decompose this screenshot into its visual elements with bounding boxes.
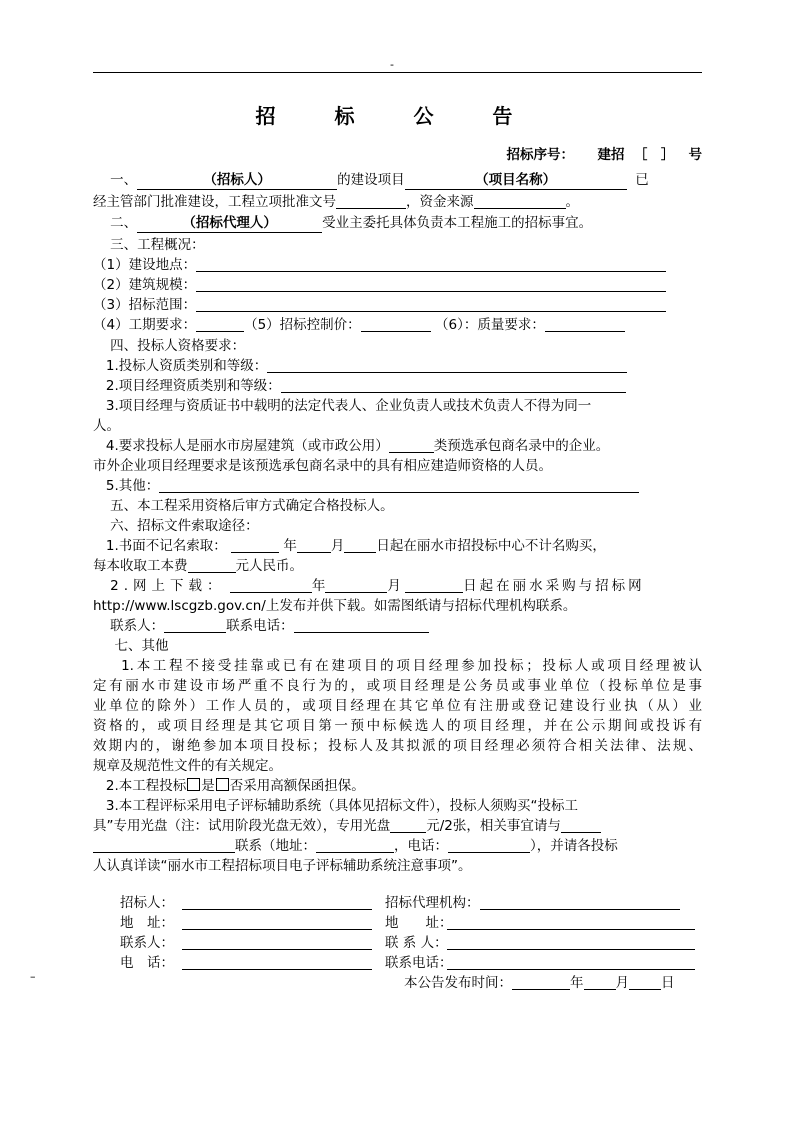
qual-1-row <box>93 356 702 376</box>
fund-source-field[interactable] <box>474 193 566 209</box>
sig-contact-field-right[interactable] <box>447 934 695 950</box>
s6-heading-text: 六、招标文件索取途径： <box>110 518 259 534</box>
other-1-text: 规章及规范性文件的有关规定。 <box>93 758 282 774</box>
other-2-row <box>93 776 702 796</box>
page-title: 招 标 公 告 <box>255 104 539 128</box>
other-3-cont-3 <box>93 856 702 876</box>
phone-field[interactable] <box>294 617 429 633</box>
qual-3-cont-text: 人。 <box>93 418 120 434</box>
way-1-month: 月 <box>330 538 345 554</box>
s1-mid: 的建设项目 <box>337 172 405 188</box>
publish-month-field[interactable] <box>584 974 616 990</box>
other-1-text: 业单位的除外）工作人员的，或项目经理在其它单位有注册或登记建设行业执（从）业 <box>93 698 702 714</box>
contact-label: 联系人： <box>110 618 165 634</box>
way-2-year-field[interactable] <box>230 577 312 593</box>
other-3-tail: ），并请各投标 <box>530 838 618 854</box>
s1-end: 已 <box>635 172 649 188</box>
sig-phone-field-right[interactable] <box>447 954 695 970</box>
scale-row <box>93 275 702 295</box>
qual-5-row <box>93 476 702 496</box>
qual-3-cont <box>93 416 702 436</box>
disc-vendor-field[interactable] <box>93 837 235 853</box>
way-1-year-field[interactable] <box>231 537 279 553</box>
qual-5-label: 5.其他： <box>105 478 160 494</box>
publish-month: 月 <box>615 975 629 991</box>
publish-date-row <box>404 973 675 993</box>
way-1-day-field[interactable] <box>344 537 376 553</box>
sig-addr-row-right <box>385 913 695 933</box>
sig-phone-field-left[interactable] <box>182 954 372 970</box>
way-2-url-text: http://www.lscgzb.gov.cn/上发布并供下载。如需图纸请与招标代理机构联系。 <box>93 598 577 614</box>
guarantee-yes-label: 是 <box>201 778 215 794</box>
s4-heading-text: 四、投标人资格要求： <box>110 338 246 354</box>
qual-4-row <box>93 436 702 456</box>
site-label: （1）建设地点： <box>93 257 197 273</box>
other-1-line-1 <box>93 656 702 676</box>
publish-date-label: 本公告发布时间： <box>404 975 512 991</box>
other-3-cont-1 <box>93 816 702 836</box>
left-margin-mark: – <box>30 970 36 983</box>
serial-kind: 建招 <box>597 147 625 163</box>
qual-4-cont <box>93 456 702 476</box>
tenderer-field[interactable]: （招标人） <box>137 171 337 190</box>
way-2-month-field[interactable] <box>325 577 387 593</box>
way-2-day-field[interactable] <box>405 577 463 593</box>
sig-addr-label-right: 地 址： <box>385 915 453 931</box>
other-2-text-a: 2.本工程投标 <box>105 778 187 794</box>
s2-rest: 受业主委托具体负责本工程施工的招标事宜。 <box>322 215 593 231</box>
way-1-cont <box>93 556 702 576</box>
publish-day: 日 <box>661 975 675 991</box>
price-label: （5）招标控制价： <box>244 317 361 333</box>
qual-2-label: 2.项目经理资质类别和等级： <box>105 378 281 394</box>
qual-4-text-b: 类预选承包商名录中的企业。 <box>433 438 610 454</box>
sig-addr-label-left: 地 址： <box>120 915 174 931</box>
price-field[interactable] <box>361 316 431 332</box>
qual-1-field[interactable] <box>267 357 627 373</box>
header-mark: - <box>390 58 394 71</box>
way-2-row <box>93 576 702 596</box>
section-1-line-1 <box>93 170 702 190</box>
qual-4-text-a: 4.要求投标人是丽水市房屋建筑（或市政公用） <box>105 438 389 454</box>
other-3-disc-unit: 元/2张，相关事宜请与 <box>426 818 561 834</box>
sig-addr-field-right[interactable] <box>447 914 695 930</box>
sig-contact-label-right: 联 系 人： <box>385 935 448 951</box>
other-1-text: 效期内的，谢绝参加本项目投标；投标人及其拟派的项目经理必须符合相关法律、法规、 <box>93 738 702 754</box>
other-1-text: 定有丽水市建设市场严重不良行为的，或项目经理是公务员或事业单位（投标单位是事 <box>93 678 702 694</box>
other-1-line-4 <box>93 716 702 736</box>
way-2-year: 年 <box>311 578 326 594</box>
qual-3-row <box>93 396 702 416</box>
way-2-text: 日起在丽水采购与招标网 <box>463 578 645 594</box>
publish-year: 年 <box>570 975 584 991</box>
period-label: （4）工期要求： <box>93 317 197 333</box>
scope-row <box>93 295 702 315</box>
sig-contact-row-right <box>385 933 695 953</box>
site-row <box>93 255 702 275</box>
other-2-text-b: 否采用高额保函担保。 <box>229 778 365 794</box>
approval-number-field[interactable] <box>336 193 406 209</box>
s1-lead: 一、 <box>110 172 138 188</box>
sig-agency-row <box>385 893 680 913</box>
section-3-heading <box>93 235 702 255</box>
qual-4-category-field[interactable] <box>389 437 434 453</box>
other-1-line-2 <box>93 676 702 696</box>
other-3-addr-label: 联系（地址： <box>235 838 316 854</box>
way-1-label: 1.书面不记名索取： <box>105 538 227 554</box>
qual-5-field[interactable] <box>159 477 639 493</box>
sig-addr-row-left <box>120 913 372 933</box>
other-1-line-3 <box>93 696 702 716</box>
sig-tenderer-label: 招标人： <box>120 895 174 911</box>
other-3-notice: 人认真详读“丽水市工程招标项目电子评标辅助系统注意事项”。 <box>93 858 472 874</box>
disc-addr-field[interactable] <box>316 837 394 853</box>
disc-contact-field[interactable] <box>561 817 601 833</box>
s5-text: 五、本工程采用资格后审方式确定合格投标人。 <box>110 498 394 514</box>
s7-heading-text: 七、其他 <box>114 638 169 654</box>
way-1-row <box>93 536 702 556</box>
s1-fund-label: ，资金来源 <box>406 194 474 210</box>
sig-phone-label-right: 联系电话： <box>385 955 453 971</box>
publish-day-field[interactable] <box>629 974 661 990</box>
section-6-heading <box>93 516 702 536</box>
way-1-month-field[interactable] <box>297 537 331 553</box>
phone-label: 联系电话： <box>226 618 294 634</box>
section-5-line <box>93 496 702 516</box>
other-3-phone-label: ，电话： <box>394 838 448 854</box>
publish-year-field[interactable] <box>512 974 570 990</box>
section-2-line <box>93 213 702 233</box>
scale-label: （2）建筑规模： <box>93 277 197 293</box>
scope-label: （3）招标范围： <box>93 297 197 313</box>
way-1-year: 年 <box>283 538 297 554</box>
quality-label: （6）：质量要求： <box>434 317 545 333</box>
serial-bracket: ［ ］ <box>633 147 675 163</box>
site-field[interactable] <box>196 256 666 272</box>
other-3-cont-2 <box>93 836 702 856</box>
sig-tenderer-row <box>120 893 372 913</box>
qual-3-text: 3.项目经理与资质证书中载明的法定代表人、企业负责人或技术负责人不得为同一 <box>105 398 592 414</box>
scope-field[interactable] <box>196 296 666 312</box>
sig-tenderer-field[interactable] <box>182 894 372 910</box>
section-4-heading <box>93 336 702 356</box>
serial-suffix: 号 <box>688 147 702 163</box>
section-1-line-2 <box>93 192 702 212</box>
period-row <box>93 315 702 335</box>
project-name-field[interactable]: （项目名称） <box>405 171 627 190</box>
sig-phone-row-right <box>385 953 695 973</box>
way-2-month: 月 <box>387 578 401 594</box>
qual-4-cont-text: 市外企业项目经理要求是该预选承包商名录中的具有相应建造师资格的人员。 <box>93 458 552 474</box>
quality-field[interactable] <box>545 316 625 332</box>
serial-line <box>93 145 702 165</box>
qual-2-field[interactable] <box>281 377 626 393</box>
way-1-fee-label: 每本收取工本费 <box>93 558 188 574</box>
other-1-line-6 <box>93 756 702 776</box>
qual-1-label: 1.投标人资质类别和等级： <box>105 358 268 374</box>
qual-2-row <box>93 376 702 396</box>
s1-period: 。 <box>565 194 579 210</box>
serial-label: 招标序号： <box>506 147 574 163</box>
sig-addr-field-left[interactable] <box>182 914 372 930</box>
s3-heading-text: 三、工程概况： <box>110 237 205 253</box>
sig-phone-row-left <box>120 953 372 973</box>
period-field[interactable] <box>196 316 244 332</box>
scale-field[interactable] <box>196 276 666 292</box>
s1-approval-label: 经主管部门批准建设，工程立项批准文号 <box>93 194 336 210</box>
sig-agency-field[interactable] <box>480 894 680 910</box>
guarantee-yes-checkbox[interactable] <box>187 778 200 791</box>
section-7-heading <box>93 636 702 656</box>
sig-contact-row-left <box>120 933 372 953</box>
sig-agency-label: 招标代理机构： <box>385 895 480 911</box>
fee-field[interactable] <box>188 557 236 573</box>
other-3-disc-label: 具”专用光盘（注：试用阶段光盘无效），专用光盘 <box>93 818 391 834</box>
way-1-text: 日起在丽水市招投标中心不计名购买， <box>376 538 606 554</box>
s2-lead: 二、 <box>110 215 138 231</box>
way-2-cont <box>93 596 702 616</box>
contact-field[interactable] <box>164 617 226 633</box>
sig-contact-label-left: 联系人： <box>120 935 174 951</box>
disc-price-field[interactable] <box>390 817 426 833</box>
sig-contact-field-left[interactable] <box>182 934 372 950</box>
other-1-text: 1.本工程不接受挂靠或已有在建项目的项目经理参加投标；投标人或项目经理被认 <box>121 658 702 674</box>
way-1-fee-unit: 元人民币。 <box>235 558 303 574</box>
agent-field[interactable]: （招标代理人） <box>137 214 322 233</box>
other-3-text: 3.本工程评标采用电子评标辅助系统（具体见招标文件），投标人须购买“投标工 <box>105 798 578 814</box>
other-1-text: 资格的，或项目经理是其它项目第一预中标候选人的项目经理，并在公示期间或投诉有 <box>93 718 702 734</box>
disc-phone-field[interactable] <box>448 837 530 853</box>
contact-row <box>93 616 702 636</box>
sig-phone-label-left: 电 话： <box>120 955 174 971</box>
header-rule <box>93 72 702 73</box>
guarantee-no-checkbox[interactable] <box>216 778 229 791</box>
other-1-line-5 <box>93 736 702 756</box>
other-3-row <box>93 796 702 816</box>
way-2-label: 2.网上下载： <box>110 578 226 594</box>
